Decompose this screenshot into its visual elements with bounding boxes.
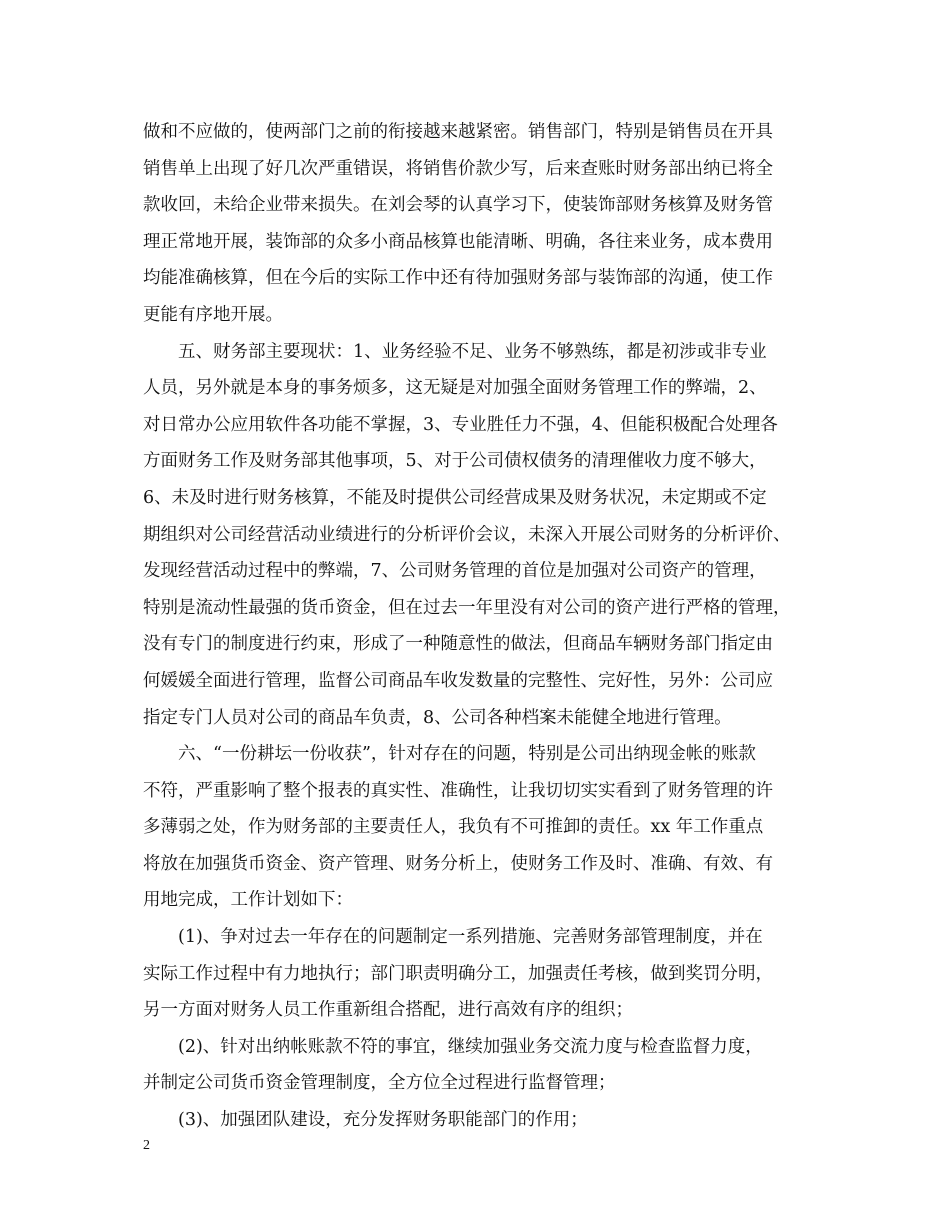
text-line: 多薄弱之处，作为财务部的主要责任人，我负有不可推卸的责任。xx 年工作重点 xyxy=(143,817,764,838)
text-line: 并制定公司货币资金管理制度，全方位全过程进行监督管理； xyxy=(143,1073,616,1094)
text-line: 期组织对公司经营活动业绩进行的分析评价会议，未深入开展公司财务的分析评价、 xyxy=(143,524,791,545)
text-line: 将放在加强货币资金、资产管理、财务分析上，使财务工作及时、准确、有效、有 xyxy=(143,853,773,874)
text-line: 均能准确核算，但在今后的实际工作中还有待加强财务部与装饰部的沟通，使工作 xyxy=(143,268,773,289)
text-line: 没有专门的制度进行约束，形成了一种随意性的做法，但商品车辆财务部门指定由 xyxy=(143,634,773,655)
text-line: 方面财务工作及财务部其他事项，5、对于公司债权债务的清理催收力度不够大， xyxy=(143,451,767,472)
text-line: 人员，另外就是本身的事务烦多，这无疑是对加强全面财务管理工作的弊端，2、 xyxy=(143,378,767,399)
text-line: 发现经营活动过程中的弊端，7、公司财务管理的首位是加强对公司资产的管理， xyxy=(143,561,767,582)
text-line: 指定专门人员对公司的商品车负责，8、公司各种档案未能健全地进行管理。 xyxy=(143,707,732,728)
text-line: 不符，严重影响了整个报表的真实性、准确性，让我切切实实看到了财务管理的许 xyxy=(143,780,773,801)
text-line: 另一方面对财务人员工作重新组合搭配，进行高效有序的组织； xyxy=(143,1000,633,1021)
list-item-start-line: (3)、加强团队建设，充分发挥财务职能部门的作用； xyxy=(178,1110,588,1131)
text-line: 更能有序地开展。 xyxy=(143,304,283,325)
text-line: 销售单上出现了好几次严重错误，将销售价款少写，后来查账时财务部出纳已将全 xyxy=(143,158,773,179)
text-line: 款收回，未给企业带来损失。在刘会琴的认真学习下，使装饰部财务核算及财务管 xyxy=(143,195,773,216)
text-line: 用地完成，工作计划如下： xyxy=(143,890,353,911)
paragraph-start-line: 五、财务部主要现状：1、业务经验不足、业务不够熟练，都是初涉或非专业 xyxy=(178,341,767,362)
text-line: 做和不应做的，使两部门之前的衔接越来越紧密。销售部门，特别是销售员在开具 xyxy=(143,122,773,142)
paragraph-start-line: 六、“一份耕坛一份收获”，针对存在的问题，特别是公司出纳现金帐的账款 xyxy=(178,744,756,765)
text-line: 特别是流动性最强的货币资金，但在过去一年里没有对公司的资产进行严格的管理， xyxy=(143,597,791,618)
text-line: 理正常地开展，装饰部的众多小商品核算也能清晰、明确，各往来业务，成本费用 xyxy=(143,231,773,252)
list-item-start-line: (1)、争对过去一年存在的问题制定一系列措施、完善财务部管理制度，并在 xyxy=(178,927,763,948)
text-line: 何媛媛全面进行管理，监督公司商品车收发数量的完整性、完好性，另外：公司应 xyxy=(143,670,773,691)
text-line: 实际工作过程中有力地执行；部门职责明确分工，加强责任考核，做到奖罚分明， xyxy=(143,963,773,984)
list-item-start-line: (2)、针对出纳帐账款不符的事宜，继续加强业务交流力度与检查监督力度， xyxy=(178,1036,763,1057)
document-body xyxy=(143,114,827,1139)
page-number: 2 xyxy=(143,1138,150,1153)
text-line: 对日常办公应用软件各功能不掌握，3、专业胜任力不强，4、但能积极配合处理各 xyxy=(143,414,778,435)
text-line: 6、未及时进行财务核算，不能及时提供公司经营成果及财务状况，未定期或不定 xyxy=(143,487,767,508)
